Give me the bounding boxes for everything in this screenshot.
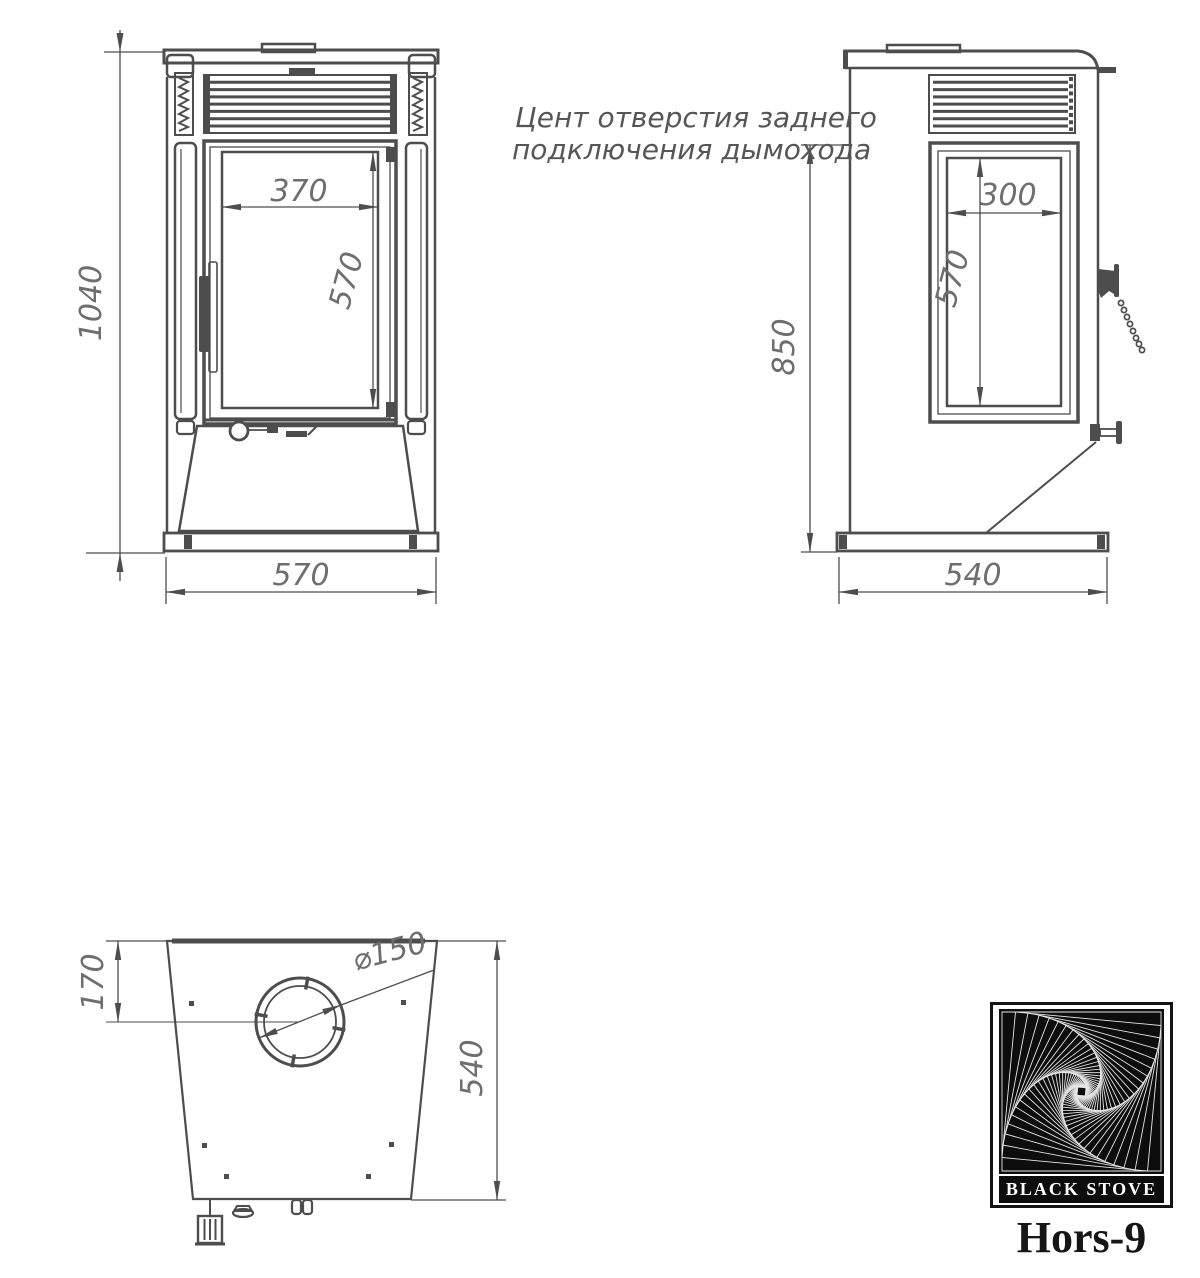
dim-label-side-flue-height: 850: [767, 318, 802, 376]
top-damper-knob: [195, 1200, 225, 1244]
front-door-handle: [199, 262, 217, 372]
front-louver-left: [175, 73, 193, 135]
dim-label-front-overall-height: 1040: [74, 264, 109, 342]
whirl-icon: [999, 1009, 1164, 1174]
dim-label-top-flue-diameter: ⌀150: [348, 925, 431, 979]
dim-label-front-base-width: 570: [272, 558, 330, 593]
model-name: Hors-9: [1016, 1213, 1147, 1262]
note-line-1: Цент отверстия заднего: [515, 101, 877, 134]
front-view: [164, 44, 438, 551]
front-louver-right: [409, 73, 427, 135]
dim-label-front-glass-height: 570: [322, 248, 372, 313]
front-pedestal: [179, 426, 418, 531]
side-latch: [1090, 421, 1122, 444]
front-pillar-left: [175, 143, 196, 434]
dim-side-flue-height: [801, 145, 850, 552]
logo-whirl-pattern: [999, 1009, 1164, 1174]
dim-label-front-glass-width: 370: [270, 174, 328, 209]
side-body-slant: [986, 442, 1096, 533]
side-view: [837, 45, 1145, 551]
brand-name: BLACK STOVE: [999, 1176, 1164, 1203]
dim-label-side-base-depth: 540: [944, 558, 1002, 593]
dim-label-top-flue-offset: 170: [76, 953, 111, 1011]
front-pillar-right: [406, 143, 427, 434]
top-view-screws: [189, 1000, 406, 1179]
dim-label-side-window-width: 300: [979, 178, 1037, 213]
front-grille: [204, 68, 396, 133]
top-mushroom-knob: [233, 1206, 253, 1217]
note-line-2: подключения дымохода: [512, 133, 872, 166]
dim-label-top-depth: 540: [455, 1039, 490, 1097]
brand-logo: [990, 1002, 1173, 1208]
handle-chain: [1118, 300, 1144, 352]
top-hinge-prongs: [292, 1200, 312, 1214]
front-base-plate: [164, 533, 438, 551]
side-base-plate: [837, 533, 1108, 551]
side-rear-stub: [1098, 67, 1116, 73]
dim-top-flue-offset: [106, 941, 299, 1022]
side-door-handle: [1097, 264, 1145, 353]
side-grille: [929, 75, 1075, 133]
top-view-outline: [167, 941, 437, 1199]
dim-label-side-window-height: 570: [928, 246, 978, 311]
